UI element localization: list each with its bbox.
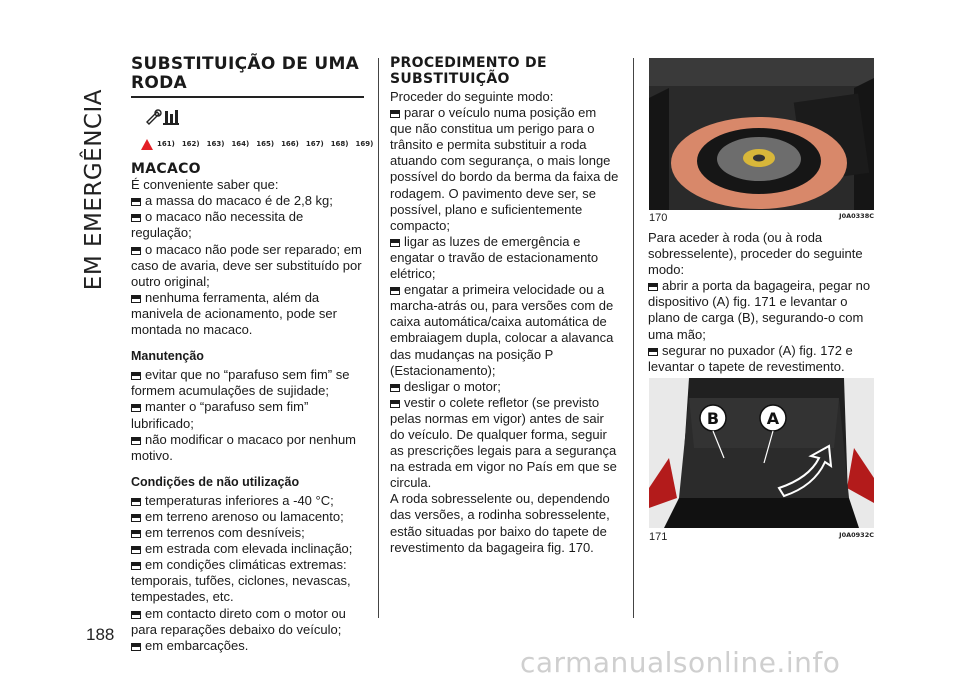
jack-intro: É conveniente saber que: <box>131 177 279 193</box>
figure-170-spare-wheel <box>649 58 874 210</box>
warning-ref: 166) <box>281 140 299 149</box>
bullet-item <box>131 209 365 241</box>
bullet-box-icon <box>390 400 400 408</box>
bullet-box-icon <box>131 643 141 651</box>
column-1 <box>131 54 374 654</box>
bullet-box-icon <box>390 239 400 247</box>
bullet-text: abrir a porta da bagageira, pegar no dispositivo (A) fig. 171 e levantar o plano de carga (B), segurando-o com uma mão; <box>648 278 871 342</box>
bullet-box-icon <box>131 404 141 412</box>
warning-ref: 169) <box>355 140 374 149</box>
bullet-box-icon <box>131 562 141 570</box>
figure-171-trunk <box>649 378 874 528</box>
bullet-box-icon <box>131 514 141 522</box>
watermark: carmanualsonline.info <box>520 646 841 679</box>
bullet-box-icon <box>131 611 141 619</box>
bullet-box-icon <box>131 247 141 255</box>
bullet-text: o macaco não necessita de regulação; <box>131 209 304 241</box>
bullet-item <box>131 290 365 338</box>
bullet-item <box>390 395 620 492</box>
bullet-box-icon <box>390 110 400 118</box>
column-divider <box>633 58 634 618</box>
bullet-text: parar o veículo numa posição em que não constitua um perigo para o trânsito e permita substituir a roda atuando com segurança, o mais longe possível do bordo da berma da faixa de rodagem. O pavimento deve ser, se possível, plano e suficientemente compacto; <box>390 105 619 233</box>
bullet-item <box>390 105 620 234</box>
access-bullet-list <box>648 278 878 375</box>
warning-ref: 168) <box>330 140 349 149</box>
bullet-text: vestir o colete refletor (se previsto pelas normas em vigor) antes de sair do veículo. De qualquer forma, seguir as prescrições legais para a segurança na estrada em vigor no País em que se circula. <box>390 394 617 491</box>
bullet-text: em terrenos com desníveis; <box>145 525 305 541</box>
bullet-text: desligar o motor; <box>404 378 501 394</box>
bullet-text: manter o “parafuso sem fim” lubrificado; <box>131 399 309 431</box>
conditions-bullet-list <box>131 493 365 654</box>
bullet-box-icon <box>390 384 400 392</box>
figure-171-label-a: A <box>766 409 780 428</box>
bullet-box-icon <box>390 287 400 295</box>
bullet-item <box>131 638 365 654</box>
figure-170-caption <box>649 212 874 224</box>
bullet-item <box>131 541 365 557</box>
bullet-text: em contacto direto com o motor ou para reparações debaixo do veículo; <box>131 605 346 637</box>
chapter-title: EM EMERGÊNCIA <box>81 88 107 290</box>
bullet-item <box>131 525 365 541</box>
page-number: 188 <box>86 625 115 644</box>
warning-triangle-icon <box>141 139 153 150</box>
bullet-box-icon <box>131 295 141 303</box>
bullet-box-icon <box>131 498 141 506</box>
bullet-text: em estrada com elevada inclinação; <box>145 541 353 557</box>
bullet-item <box>131 367 365 399</box>
bullet-box-icon <box>648 283 658 291</box>
figure-171-caption <box>649 531 874 543</box>
bullet-text: a massa do macaco é de 2,8 kg; <box>145 193 333 209</box>
bullet-text: o macaco não pode ser reparado; em caso de avaria, deve ser substituído por outro original; <box>131 241 362 289</box>
bullet-box-icon <box>131 530 141 538</box>
chapter-tab <box>76 40 112 290</box>
bullet-text: segurar no puxador (A) fig. 172 e levantar o tapete de revestimento. <box>648 342 853 374</box>
procedure-bullet-list <box>390 105 620 491</box>
bullet-text: evitar que no “parafuso sem fim” se formem acumulações de sujidade; <box>131 367 350 399</box>
warning-references <box>141 136 374 152</box>
tyre-tools-icon <box>145 108 365 130</box>
column-3 <box>648 230 878 375</box>
warning-ref-list <box>157 136 373 152</box>
bullet-box-icon <box>131 198 141 206</box>
procedure-intro: Proceder do seguinte modo: <box>390 89 554 104</box>
bullet-text: em condições climáticas extremas: temporais, tufões, ciclones, nevascas, tempestades, etc. <box>131 557 351 605</box>
maintenance-bullet-list <box>131 367 365 464</box>
bullet-box-icon <box>131 214 141 222</box>
access-intro: Para aceder à roda (ou à roda sobresselente), proceder do seguinte modo: <box>648 230 863 278</box>
bullet-item <box>131 509 365 525</box>
figure-171-code: J0A0932C <box>839 531 874 539</box>
bullet-item <box>390 379 620 395</box>
warning-ref: 164) <box>231 140 250 149</box>
section-title-procedure: PROCEDIMENTO DE SUBSTITUIÇÃO <box>390 55 547 87</box>
bullet-box-icon <box>131 437 141 445</box>
bullet-text: não modificar o macaco por nenhum motivo. <box>131 431 357 463</box>
bullet-item <box>390 282 620 379</box>
bullet-item <box>648 343 878 375</box>
bullet-item <box>131 399 365 431</box>
bullet-item <box>131 432 365 464</box>
figure-170-number: 170 <box>649 212 668 224</box>
bullet-box-icon <box>131 546 141 554</box>
bullet-item <box>131 242 365 290</box>
bullet-item <box>131 606 365 638</box>
bullet-text: em terreno arenoso ou lamacento; <box>145 508 344 524</box>
figure-170-code: J0A0338C <box>839 212 874 220</box>
title-rule <box>131 96 364 98</box>
bullet-box-icon <box>648 348 658 356</box>
bullet-text: em embarcações. <box>145 637 249 653</box>
warning-ref: 163) <box>206 140 225 149</box>
bullet-text: nenhuma ferramenta, além da manivela de acionamento, pode ser montada no macaco. <box>131 289 337 338</box>
bullet-item <box>131 193 365 209</box>
column-2 <box>390 55 620 556</box>
bullet-text: temperaturas inferiores a -40 °C; <box>145 492 334 508</box>
bullet-item <box>131 493 365 509</box>
conditions-heading: Condições de não utilização <box>131 474 300 489</box>
warning-ref: 165) <box>256 140 275 149</box>
figure-171-label-b: B <box>706 409 720 428</box>
maintenance-heading: Manutenção <box>131 349 204 364</box>
jack-bullet-list <box>131 193 365 338</box>
warning-ref: 167) <box>305 140 324 149</box>
bullet-item <box>131 557 365 605</box>
bullet-box-icon <box>131 372 141 380</box>
warning-ref: 161) <box>157 140 175 149</box>
bullet-item <box>390 234 620 282</box>
warning-ref: 162) <box>181 140 200 149</box>
figure-171-number: 171 <box>649 531 668 543</box>
section-title-wheel: SUBSTITUIÇÃO DE UMA RODA <box>131 54 360 93</box>
jack-heading: MACACO <box>131 161 201 178</box>
bullet-text: engatar a primeira velocidade ou a marcha-atrás ou, para versões com de caixa automática/caixa automática de embraiagem dupla, colocar a alavanca das mudanças na posição P (Estacionamento); <box>390 282 614 378</box>
bullet-item <box>648 278 878 342</box>
column-divider <box>378 58 379 618</box>
bullet-text: ligar as luzes de emergência e engatar o travão de estacionamento elétrico; <box>390 233 599 282</box>
procedure-closing: A roda sobresselente ou, dependendo das versões, a rodinha sobresselente, estão situadas por baixo do tapete de revestimento da bagageira fig. 170. <box>390 491 610 555</box>
